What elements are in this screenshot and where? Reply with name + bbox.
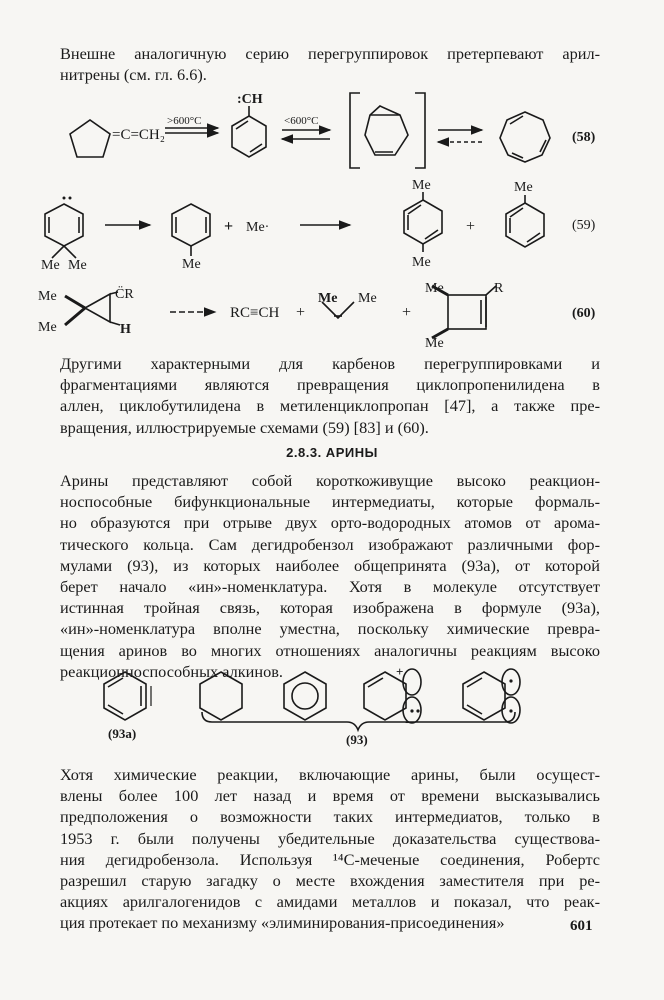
label-93: (93)	[346, 732, 368, 747]
benzyne-ring	[104, 672, 146, 720]
equation-number-58: (58)	[572, 130, 596, 145]
text-line: аллен, циклобутилидена в метиленциклопропан [47], а также пре-	[60, 396, 600, 416]
section-heading: 2.8.3. АРИНЫ	[286, 445, 378, 460]
group-brace	[202, 712, 515, 730]
me-label: Me	[358, 291, 377, 306]
alkyne-label: RC≡CH	[230, 305, 280, 321]
text-line: берет начало «ин»-номенклатура. Хотя в молекуле отсутствует	[60, 577, 600, 597]
minus-charge: −	[405, 715, 413, 730]
plus-sign: +	[224, 218, 234, 235]
me-label: Me	[412, 255, 431, 270]
me-label: Me	[182, 257, 201, 272]
text-line: Хотя химические реакции, включающие арины, были осущест-	[60, 765, 600, 784]
me-label: Me	[68, 258, 87, 273]
equation-number-59: (59)	[572, 218, 596, 233]
plus-sign: +	[466, 218, 476, 235]
methyl-radical: Me·	[246, 220, 270, 235]
benzene-ring	[200, 672, 242, 720]
text-line: разрешил старую загадку о месте вхождения заместителя при ре-	[60, 871, 600, 891]
text-line: Внешне аналогичную серию перегруппировок претерпевают арил-	[60, 44, 600, 63]
plus-charge: +	[396, 664, 404, 679]
text-line: ция протекает по механизму «элиминирования-присоединения»	[60, 913, 505, 933]
carbene-cr-label: C̈R	[115, 287, 134, 302]
text-line: реакционноспособных алкинов.	[60, 661, 283, 681]
text-line: Другими характерными для карбенов перегруппировками и	[60, 354, 600, 373]
benzene-ring-circle	[284, 672, 326, 720]
text-line: 1953 г. были получены убедительные доказательства существова-	[60, 828, 600, 848]
me-label: Me	[514, 180, 533, 195]
text-line: нитрены (см. гл. 6.6).	[60, 65, 207, 85]
plus-sign: +	[296, 304, 306, 321]
text-line: «ин»-номенклатура вполне уместна, поскольку химические превра-	[60, 619, 600, 639]
equation-number-60: (60)	[572, 306, 596, 321]
text-line: истинная тройная связь, которая изображена в формуле (93а),	[60, 598, 600, 618]
text-line: влены более 100 лет назад и время от времени высказывались	[60, 786, 600, 806]
me-label: Me	[38, 289, 57, 304]
text-line: носпособные бифункциональные интермедиаты, которые формаль-	[60, 492, 600, 512]
carbene-label: :CH	[237, 92, 263, 107]
me-label: Me	[38, 320, 57, 335]
plus-sign: +	[402, 304, 412, 321]
allene-label: =C=CH₂	[112, 127, 165, 143]
temp-label-2: <600°C	[284, 115, 319, 127]
h-label: H	[120, 322, 131, 337]
text-line: тического кольца. Сам дегидробензол изображают различными фор-	[60, 534, 600, 554]
text-line: мулами (93), из которых наиболее общепринята (93а), от которой	[60, 555, 600, 575]
me-label: Me	[412, 178, 431, 193]
me-label: Me	[425, 336, 444, 351]
paragraph-history	[60, 764, 600, 934]
text-line: щения аринов во многих отношениях аналогичны реакциям высоко	[60, 640, 600, 660]
zwitterion-ring	[364, 672, 406, 720]
text-line: но образуются при отрыве двух орто-водородных атомов от арома-	[60, 513, 600, 533]
text-line: ния дегидробензола. Используя ¹⁴С-меченые соединения, Робертс	[60, 849, 600, 869]
text-line: акциях арилгалогенидов с амидами металлов и показал, что реак-	[60, 892, 600, 912]
text-line: фрагментациями являются превращения циклопропенилидена в	[60, 375, 600, 395]
page-number: 601	[570, 918, 593, 934]
label-93a: (93а)	[108, 726, 137, 741]
temp-label-1: >600°C	[167, 115, 202, 127]
text-line: Арины представляют собой короткоживущие высоко реакцион-	[60, 471, 600, 490]
me-label: Me	[425, 281, 444, 296]
me-label: Me	[318, 291, 338, 306]
diradical-ring	[463, 672, 505, 720]
r-label: R	[494, 281, 504, 296]
me-label: Me	[41, 258, 60, 273]
text-line: вращения, иллюстрируемые схемами (59) [83] и (60).	[60, 417, 429, 437]
text-line: предположения о возможности таких интермедиатов, только в	[60, 807, 600, 827]
